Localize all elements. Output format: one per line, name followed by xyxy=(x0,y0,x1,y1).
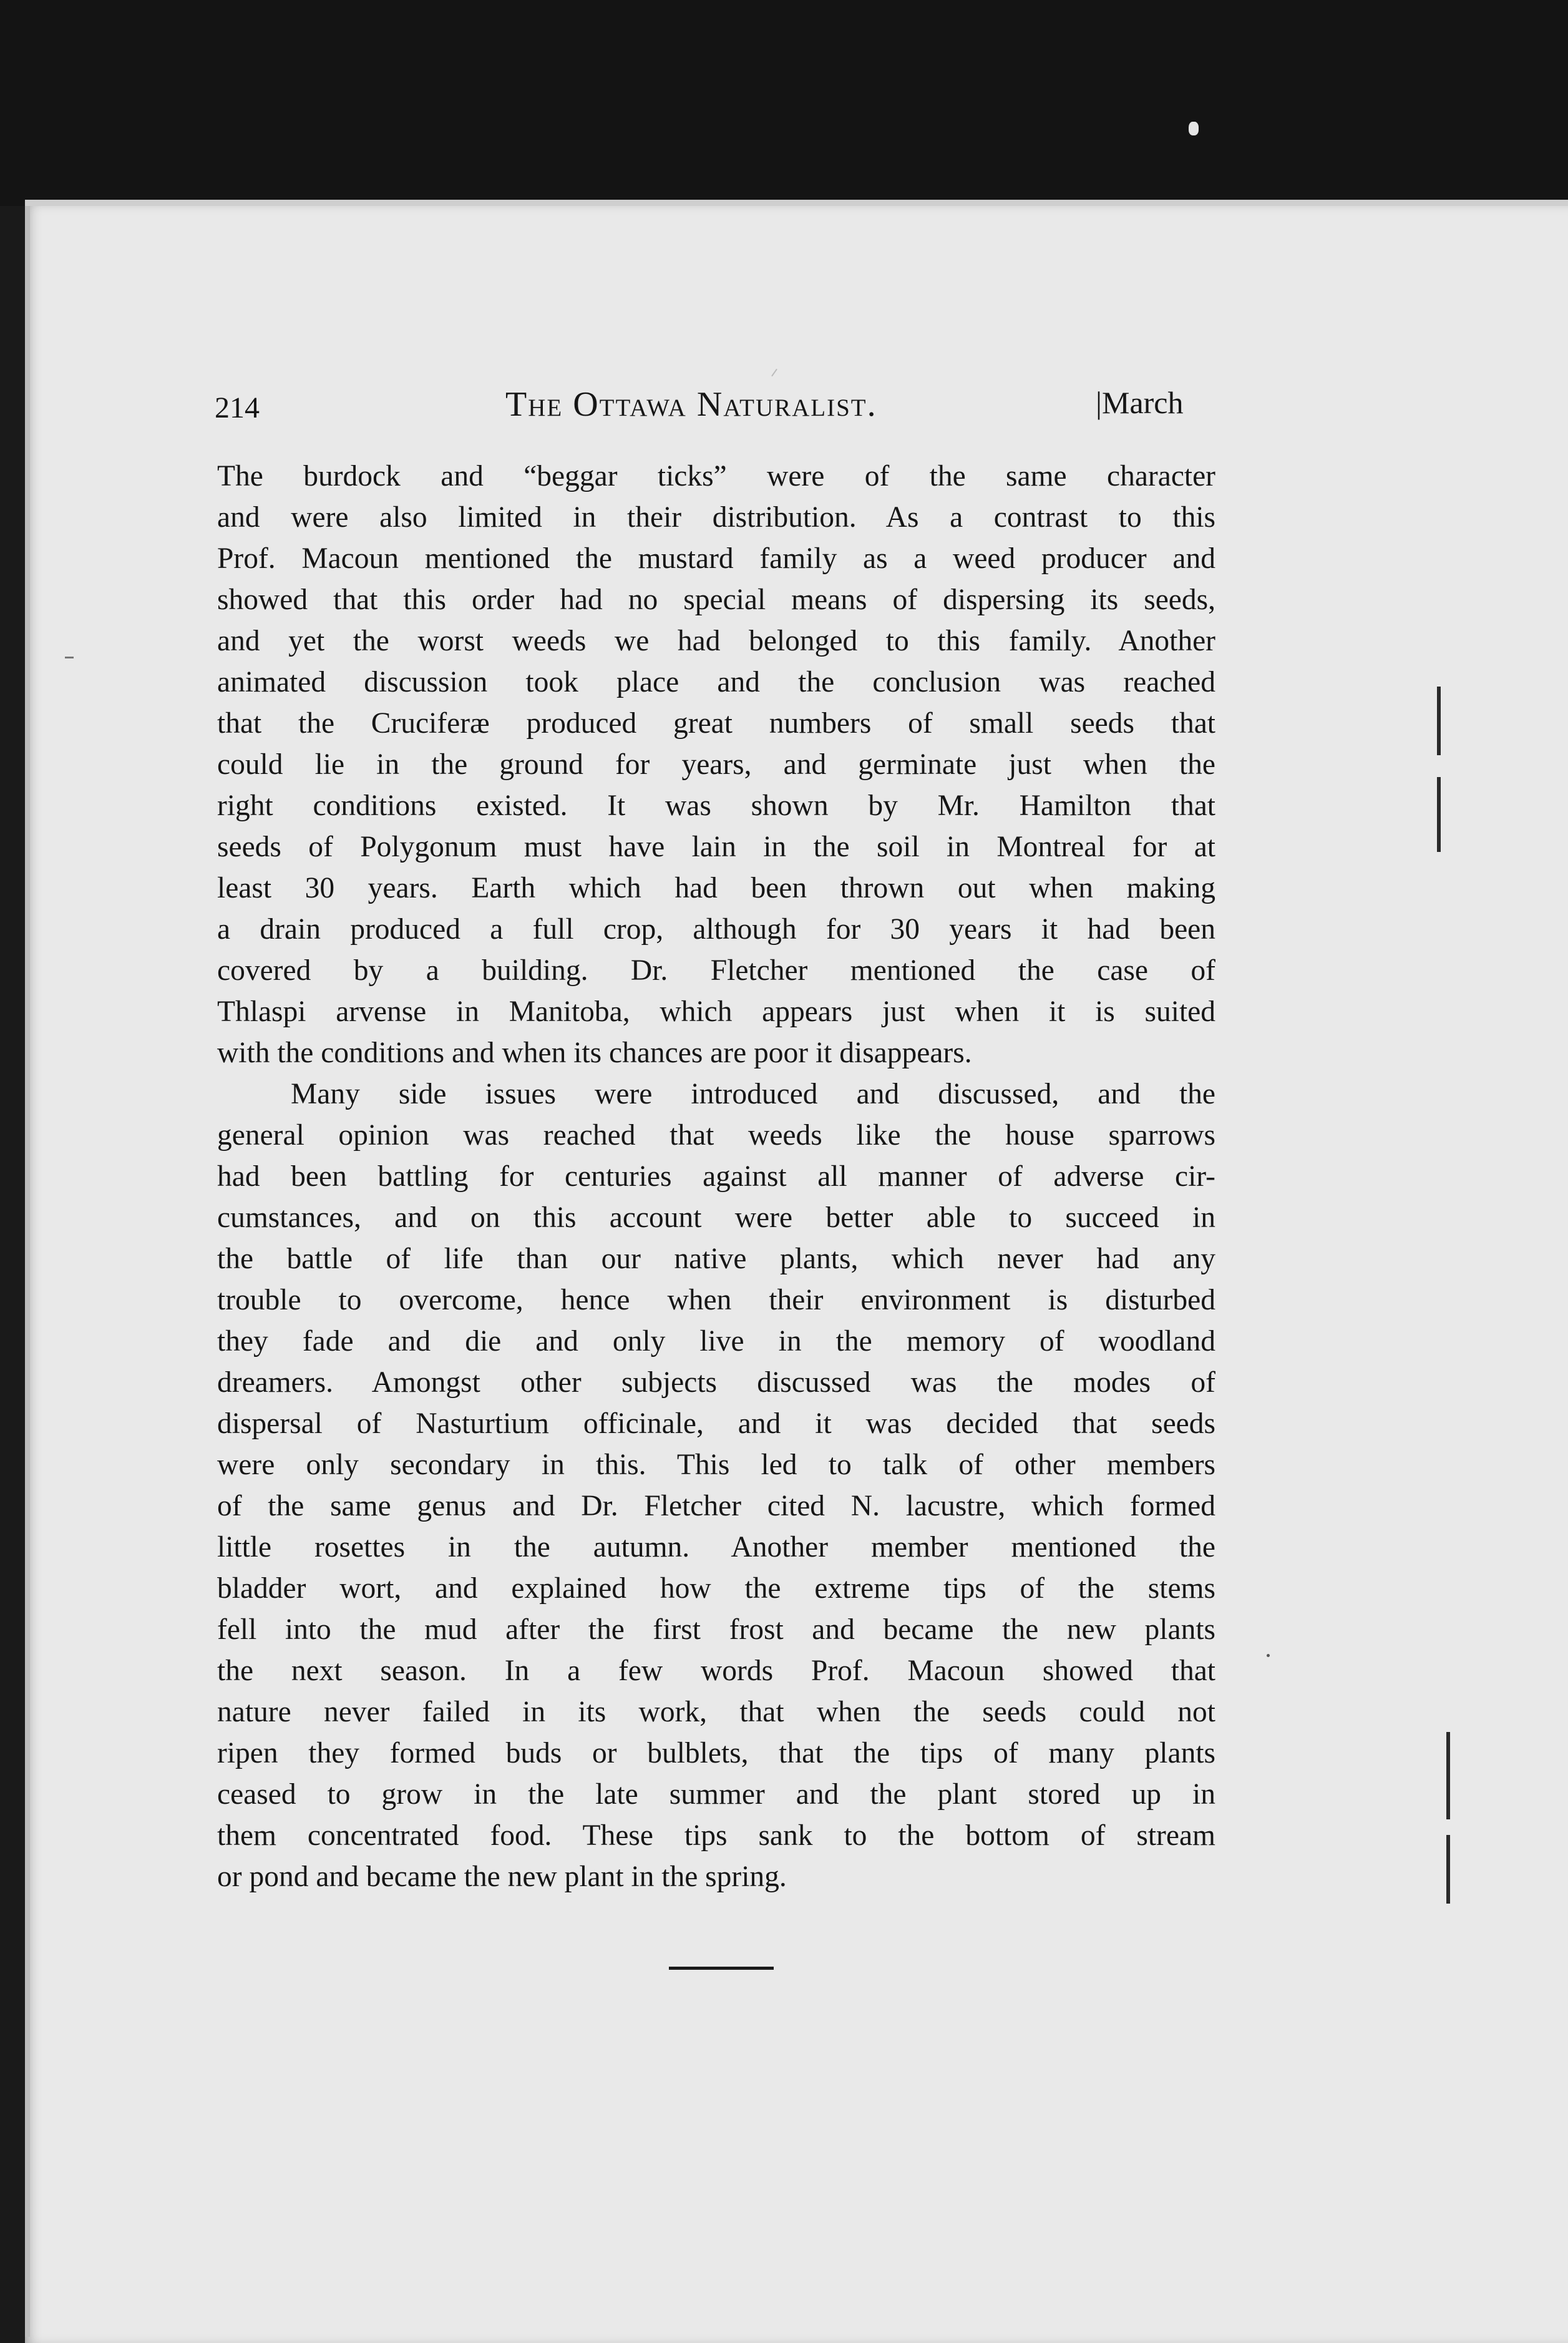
text-line: had been battling for centuries against all manner of adverse cir- xyxy=(217,1160,1215,1193)
text-line: least 30 years. Earth which had been thrown out when making xyxy=(217,872,1215,904)
text-line: that the Cruciferæ produced great numbers of small seeds that xyxy=(217,707,1215,740)
page-header xyxy=(0,384,1568,428)
text-line: Thlaspi arvense in Manitoba, which appears just when it is suited xyxy=(217,995,1215,1028)
text-line: The burdock and “beggar ticks” were of the same character xyxy=(217,460,1215,492)
text-line: dispersal of Nasturtium officinale, and it was decided that seeds xyxy=(217,1407,1215,1440)
text-line: and yet the worst weeds we had belonged to this family. Another xyxy=(217,625,1215,657)
text-line: fell into the mud after the first frost and became the new plants xyxy=(217,1613,1215,1646)
text-line: general opinion was reached that weeds like the house sparrows xyxy=(217,1119,1215,1152)
text-line: covered by a building. Dr. Fletcher mentioned the case of xyxy=(217,954,1215,987)
margin-mark xyxy=(1437,687,1441,755)
margin-mark xyxy=(1437,777,1441,852)
running-title: The Ottawa Naturalist. xyxy=(505,385,877,424)
body-text xyxy=(217,456,1215,1897)
text-line: right conditions existed. It was shown by Mr. Hamilton that xyxy=(217,790,1215,822)
text-line: ceased to grow in the late summer and the plant stored up in xyxy=(217,1778,1215,1811)
text-line: dreamers. Amongst other subjects discussed was the modes of xyxy=(217,1366,1215,1399)
page-binding-edge xyxy=(25,206,30,2337)
scan-speck xyxy=(1189,122,1199,135)
margin-mark xyxy=(1446,1835,1450,1904)
margin-dash xyxy=(65,657,74,658)
text-line: with the conditions and when its chances are poor it disappears. xyxy=(217,1037,972,1069)
text-line: the next season. In a few words Prof. Macoun showed that xyxy=(217,1655,1215,1687)
paragraph-1 xyxy=(217,456,1215,1074)
scan-background-top xyxy=(0,0,1568,206)
text-line: little rosettes in the autumn. Another member mentioned the xyxy=(217,1531,1215,1563)
margin-dot xyxy=(1267,1654,1270,1657)
paragraph-2 xyxy=(217,1074,1215,1897)
text-line: the battle of life than our native plants, which never had any xyxy=(217,1243,1215,1275)
page-number: 214 xyxy=(215,391,260,424)
text-line: bladder wort, and explained how the extreme tips of the stems xyxy=(217,1572,1215,1605)
text-line: animated discussion took place and the conclusion was reached xyxy=(217,666,1215,698)
margin-mark xyxy=(1446,1732,1450,1819)
text-line: they fade and die and only live in the memory of woodland xyxy=(217,1325,1215,1357)
text-line: could lie in the ground for years, and germinate just when the xyxy=(217,748,1215,781)
text-line: and were also limited in their distribution. As a contrast to this xyxy=(217,501,1215,534)
text-line: ripen they formed buds or bulblets, that the tips of many plants xyxy=(217,1737,1215,1769)
text-line: were only secondary in this. This led to talk of other members xyxy=(217,1449,1215,1481)
running-month: |March xyxy=(1096,385,1184,420)
section-divider-rule xyxy=(669,1967,774,1970)
text-line: or pond and became the new plant in the spring. xyxy=(217,1861,787,1893)
text-line: cumstances, and on this account were better able to succeed in xyxy=(217,1201,1215,1234)
text-line: a drain produced a full crop, although for 30 years it had been xyxy=(217,913,1215,946)
text-line: trouble to overcome, hence when their environment is disturbed xyxy=(217,1284,1215,1316)
text-line: showed that this order had no special means of dispersing its seeds, xyxy=(217,584,1215,616)
text-line: them concentrated food. These tips sank to the bottom of stream xyxy=(217,1819,1215,1852)
text-line: nature never failed in its work, that when the seeds could not xyxy=(217,1696,1215,1728)
text-line: seeds of Polygonum must have lain in the soil in Montreal for at xyxy=(217,831,1215,863)
text-line: of the same genus and Dr. Fletcher cited N. lacustre, which formed xyxy=(217,1490,1215,1522)
text-line: Prof. Macoun mentioned the mustard family as a weed producer and xyxy=(217,542,1215,575)
text-line: Many side issues were introduced and discussed, and the xyxy=(291,1078,1215,1110)
